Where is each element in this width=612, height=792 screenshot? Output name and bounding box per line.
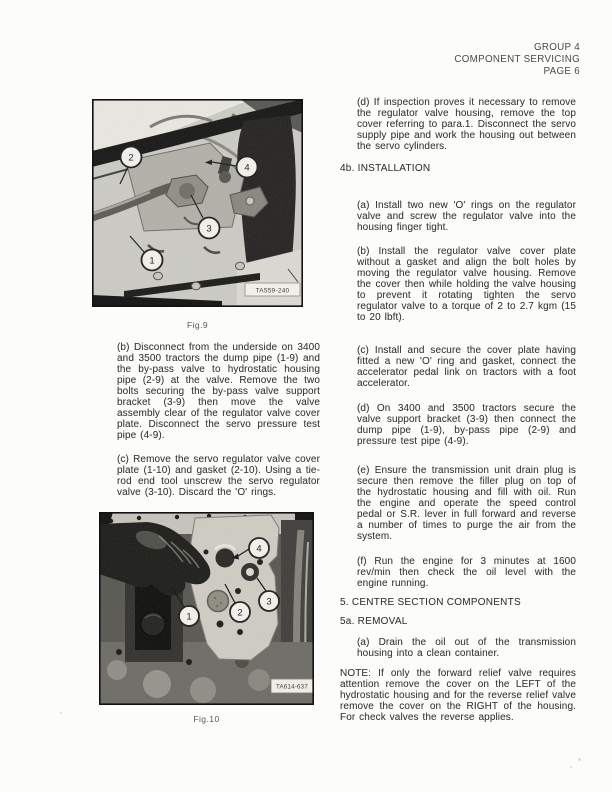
removal-step-a: (a) Drain the oil out of the transmission housing into a clean container.	[357, 637, 576, 659]
installation-step-b: (b) Install the regulator valve cover plate without a gasket and align the bolt holes by moving the regulator valve housing. Remove the cover then while holding the valve housing to prevent it rotating tighten the servo regulator valve to a torque of 2 to 2.7 kgm (15 to 20 lbft).	[357, 246, 576, 323]
installation-step-d: (d) On 3400 and 3500 tractors secure the valve support bracket (3-9) then connect the dump pipe (1-9), by-pass pipe (2-9) and pressure test pipe (4-9).	[357, 403, 576, 447]
heading-centre-section: 5. CENTRE SECTION COMPONENTS	[340, 597, 521, 608]
heading-removal: 5a. REMOVAL	[340, 616, 408, 627]
svg-text:4: 4	[256, 543, 262, 555]
svg-text:3: 3	[206, 223, 212, 235]
note-paragraph: NOTE: If only the forward relief valve requires attention remove the cover on the LEFT of the hydrostatic housing and for the reverse relief valve remove the cover on the RIGHT of the housing. For check valves the reverse applies.	[340, 668, 576, 723]
paragraph-c-removal: (c) Remove the servo regulator valve cover plate (1-10) and gasket (2-10). Using a tie-rod end tool unscrew the servo regulator valve (3-10). Discard the 'O' rings.	[117, 454, 320, 498]
figure-10-caption: Fig.10	[193, 714, 220, 724]
installation-step-e: (e) Ensure the transmission unit drain plug is secure then remove the filler plug on top of the hydrostatic housing and fill with oil. Run the engine and operate the speed control pedal or S.R. lever in full forward and reverse a number of times to purge the air from the system.	[357, 465, 576, 542]
header-group: GROUP 4	[533, 42, 580, 53]
scan-speck	[60, 712, 62, 714]
scan-speck	[578, 758, 581, 761]
paragraph-d-inspection: (d) If inspection proves it necessary to remove the regulator valve housing, remove the top cover referring to para.1. Disconnect the servo supply pipe and work the housing out between the servo cylinders.	[357, 97, 576, 152]
svg-text:1: 1	[149, 255, 155, 267]
installation-step-a: (a) Install two new 'O' rings on the regulator valve and screw the regulator valve into the housing finger tight.	[357, 200, 576, 233]
svg-text:4: 4	[244, 162, 250, 174]
svg-text:TA559-240: TA559-240	[255, 287, 290, 295]
header-page-number: PAGE 6	[543, 66, 580, 77]
figure-10-photo-svg	[99, 512, 314, 705]
svg-text:2: 2	[237, 607, 243, 619]
svg-text:1: 1	[186, 611, 192, 623]
svg-text:TA614-637: TA614-637	[276, 683, 308, 691]
figure-9-photo	[92, 99, 303, 307]
svg-text:2: 2	[128, 152, 134, 164]
page-header	[454, 42, 580, 78]
paragraph-b-removal: (b) Disconnect from the underside on 3400 and 3500 tractors the dump pipe (1-9) and the by-pass valve to hydrostatic housing pipe (2-9) at the valve. Remove the two bolts securing the by-pass valve support bracket (3-9) then move the valve assembly clear of the regulator valve cover plate. Disconnect the servo pressure test pipe (4-9).	[117, 342, 320, 441]
figure-9-photo-svg	[92, 99, 303, 307]
installation-step-f: (f) Run the engine for 3 minutes at 1600 rev/min then check the oil level with the engine running.	[357, 556, 576, 589]
figure-9-caption: Fig.9	[186, 320, 209, 330]
figure-10-photo	[99, 512, 314, 705]
scan-speck	[570, 766, 572, 768]
installation-step-c: (c) Install and secure the cover plate having fitted a new 'O' ring and gasket, connect the accelerator pedal link on tractors with a foot accelerator.	[357, 345, 576, 389]
svg-text:3: 3	[266, 596, 272, 608]
heading-installation: 4b. INSTALLATION	[340, 163, 431, 174]
header-section: COMPONENT SERVICING	[454, 54, 580, 65]
